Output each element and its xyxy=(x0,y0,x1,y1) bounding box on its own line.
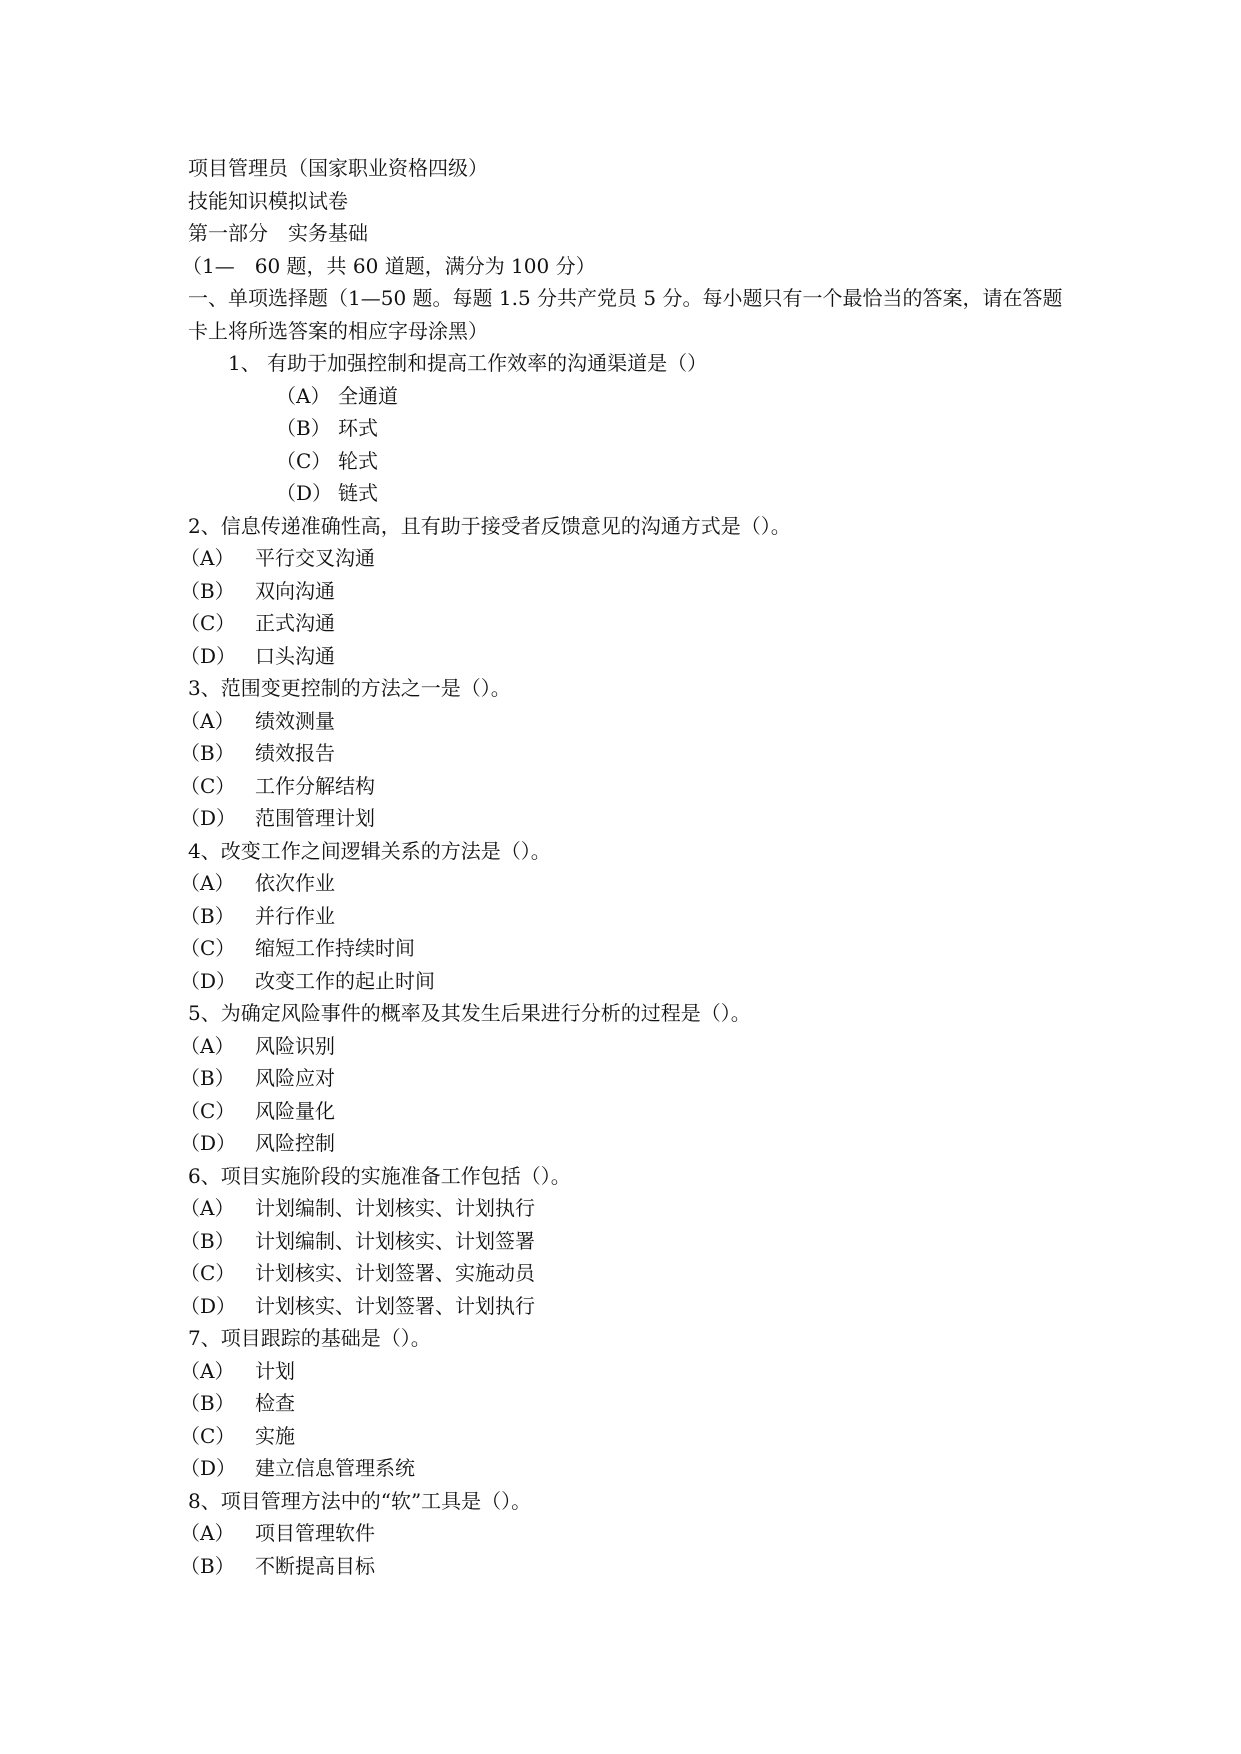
option-letter: （D） xyxy=(180,643,237,668)
question-block xyxy=(180,835,1068,998)
option-letter: （B） xyxy=(180,741,235,765)
question-block xyxy=(188,347,1068,510)
option-letter: （D） xyxy=(180,1131,237,1155)
answer-option xyxy=(180,607,1068,640)
option-text: 平行交叉沟通 xyxy=(255,546,375,570)
answer-option xyxy=(180,1257,1068,1290)
answer-option xyxy=(180,900,1068,933)
answer-option xyxy=(180,770,1068,803)
question-block xyxy=(180,510,1068,673)
answer-option xyxy=(180,1517,1068,1550)
option-text: 计划编制、计划核实、计划执行 xyxy=(255,1196,535,1220)
answer-option xyxy=(180,965,1068,998)
option-letter: （C） xyxy=(180,1423,236,1448)
option-letter: （B） xyxy=(180,578,235,603)
option-letter: （C） xyxy=(180,611,236,635)
option-text: 风险控制 xyxy=(255,1131,335,1155)
answer-option xyxy=(180,705,1068,738)
answer-option xyxy=(180,1030,1068,1063)
option-text: 正式沟通 xyxy=(255,611,335,635)
part-heading: 第一部分 实务基础 xyxy=(188,221,368,245)
option-letter: （B） xyxy=(180,903,235,928)
option-text: 风险应对 xyxy=(255,1066,335,1090)
answer-option xyxy=(188,380,1068,413)
option-letter: （A） xyxy=(180,1521,235,1545)
option-letter: （D） xyxy=(180,1456,237,1480)
question-text: 8、项目管理方法中的“软”工具是（）。 xyxy=(188,1488,532,1513)
option-letter: （A） xyxy=(180,1358,235,1383)
option-text: 缩短工作持续时间 xyxy=(255,936,415,960)
answer-option xyxy=(188,412,1068,445)
option-text: 风险量化 xyxy=(255,1098,335,1123)
option-letter: （C） xyxy=(180,1261,236,1285)
option-text: 全通道 xyxy=(338,383,398,408)
answer-option xyxy=(180,1127,1068,1160)
option-letter: （D） xyxy=(276,481,333,505)
option-text: 计划编制、计划核实、计划签署 xyxy=(255,1228,535,1253)
exam-page xyxy=(180,152,1068,1582)
option-letter: （C） xyxy=(180,773,236,798)
answer-option xyxy=(180,1355,1068,1388)
option-letter: （B） xyxy=(180,1066,235,1090)
option-text: 项目管理软件 xyxy=(255,1521,375,1545)
question-range: （1— 60 题，共 60 道题，满分为 100 分） xyxy=(182,253,596,278)
option-text: 计划 xyxy=(255,1358,295,1383)
option-letter: （C） xyxy=(180,1098,236,1123)
option-text: 建立信息管理系统 xyxy=(255,1456,415,1480)
answer-option xyxy=(180,1095,1068,1128)
answer-option xyxy=(180,1225,1068,1258)
question-text: 1、 有助于加强控制和提高工作效率的沟通渠道是（） xyxy=(228,351,708,375)
question-text: 2、信息传递准确性高，且有助于接受者反馈意见的沟通方式是（）。 xyxy=(188,513,791,538)
exam-title: 项目管理员（国家职业资格四级） xyxy=(188,156,488,180)
answer-option xyxy=(180,1290,1068,1323)
answer-option xyxy=(180,1062,1068,1095)
option-text: 范围管理计划 xyxy=(255,806,375,830)
option-text: 检查 xyxy=(255,1391,295,1415)
option-text: 不断提高目标 xyxy=(255,1553,375,1578)
section-instructions: 一、单项选择题（1—50 题。每题 1.5 分共产党员 5 分。每小题只有一个最恰当的答案，请在答题卡上将所选答案的相应字母涂黑） xyxy=(188,286,1063,343)
option-text: 绩效测量 xyxy=(255,708,335,733)
answer-option xyxy=(180,1387,1068,1420)
option-text: 轮式 xyxy=(338,448,378,473)
option-letter: （D） xyxy=(180,968,237,993)
option-text: 并行作业 xyxy=(255,903,335,928)
option-text: 双向沟通 xyxy=(255,578,335,603)
question-text: 7、项目跟踪的基础是（）。 xyxy=(188,1326,431,1350)
option-letter: （A） xyxy=(180,871,235,895)
option-letter: （B） xyxy=(180,1391,235,1415)
option-text: 计划核实、计划签署、计划执行 xyxy=(255,1293,535,1318)
option-letter: （C） xyxy=(180,936,236,960)
answer-option xyxy=(180,575,1068,608)
option-text: 链式 xyxy=(338,481,378,505)
option-letter: （A） xyxy=(276,383,331,408)
option-letter: （B） xyxy=(276,416,331,440)
exam-subtitle: 技能知识模拟试卷 xyxy=(188,188,348,213)
question-text: 6、项目实施阶段的实施准备工作包括（）。 xyxy=(188,1163,571,1188)
option-text: 计划核实、计划签署、实施动员 xyxy=(255,1261,535,1285)
option-text: 风险识别 xyxy=(255,1033,335,1058)
answer-option xyxy=(180,542,1068,575)
answer-option xyxy=(180,932,1068,965)
option-letter: （A） xyxy=(180,546,235,570)
question-block xyxy=(180,1322,1068,1485)
question-text: 3、范围变更控制的方法之一是（）。 xyxy=(188,676,511,700)
option-letter: （C） xyxy=(276,448,332,473)
option-letter: （A） xyxy=(180,1033,235,1058)
answer-option xyxy=(180,1550,1068,1583)
option-text: 工作分解结构 xyxy=(255,773,375,798)
answer-option xyxy=(180,640,1068,673)
option-text: 口头沟通 xyxy=(255,643,335,668)
option-letter: （D） xyxy=(180,1293,237,1318)
option-letter: （D） xyxy=(180,806,237,830)
question-block xyxy=(180,1160,1068,1323)
answer-option xyxy=(180,867,1068,900)
option-letter: （B） xyxy=(180,1228,235,1253)
question-text: 4、改变工作之间逻辑关系的方法是（）。 xyxy=(188,838,551,863)
question-block xyxy=(180,1485,1068,1583)
option-text: 依次作业 xyxy=(255,871,335,895)
option-text: 环式 xyxy=(338,416,378,440)
answer-option xyxy=(180,1452,1068,1485)
option-letter: （A） xyxy=(180,1196,235,1220)
option-letter: （B） xyxy=(180,1553,235,1578)
question-block xyxy=(180,672,1068,835)
question-block xyxy=(180,997,1068,1160)
answer-option xyxy=(180,737,1068,770)
question-text: 5、为确定风险事件的概率及其发生后果进行分析的过程是（）。 xyxy=(188,1001,751,1025)
option-text: 实施 xyxy=(255,1423,295,1448)
option-letter: （A） xyxy=(180,708,235,733)
option-text: 改变工作的起止时间 xyxy=(255,968,435,993)
answer-option xyxy=(180,1192,1068,1225)
answer-option xyxy=(180,1420,1068,1453)
answer-option xyxy=(180,802,1068,835)
answer-option xyxy=(188,445,1068,478)
option-text: 绩效报告 xyxy=(255,741,335,765)
answer-option xyxy=(188,477,1068,510)
